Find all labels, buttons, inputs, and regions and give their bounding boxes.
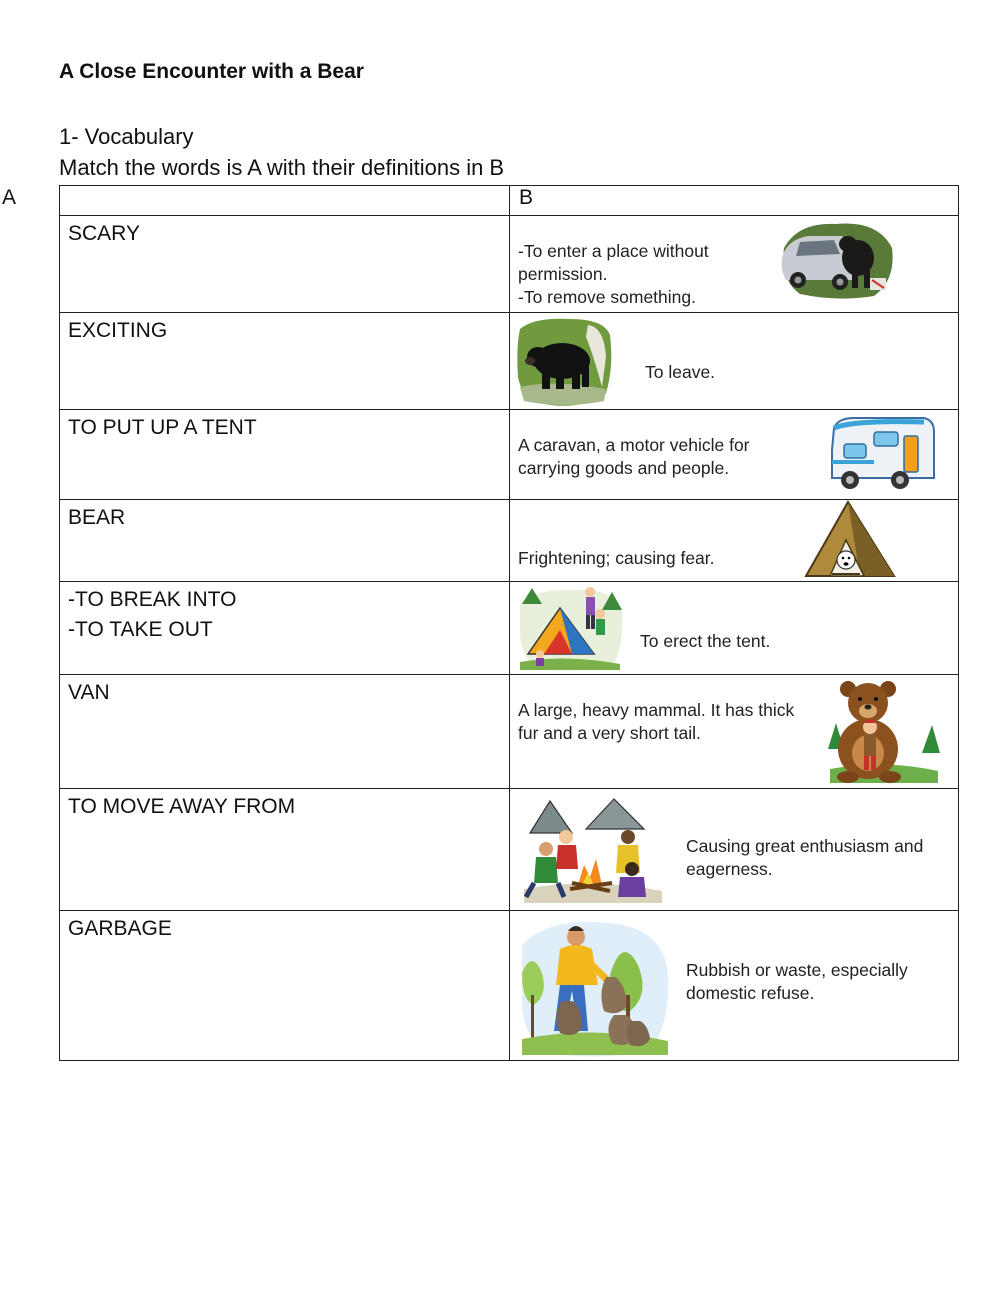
camper-van-picture-icon [824,414,940,494]
word-cell [60,675,510,789]
worksheet-title: A Close Encounter with a Bear [59,60,364,83]
word-garbage: GARBAGE [68,917,172,940]
definition-text: To erect the tent. [640,631,771,651]
tent-pitching-picture-icon [516,584,626,672]
black-bear-picture-icon [514,317,614,407]
word-van: VAN [68,681,110,704]
table-row [60,789,959,911]
definition-text: -To enter a place without permission. -To remove something. [518,241,709,307]
instruction-text: Match the words is A with their definitions in B [59,155,505,180]
word-cell [60,500,510,582]
definition-cell [510,789,959,911]
table-header-row [60,186,959,216]
word-to-move-away-from: TO MOVE AWAY FROM [68,795,296,818]
definition-cell [510,911,959,1061]
word-to-put-up-a-tent: TO PUT UP A TENT [68,416,257,439]
definition-text: Causing great enthusiasm and eagerness. [686,836,924,879]
definition-text: A caravan, a motor vehicle for carrying goods and people. [518,435,750,478]
word-cell [60,789,510,911]
word-cell [60,410,510,500]
word-exciting: EXCITING [68,319,168,342]
section-heading: 1- Vocabulary [59,124,194,149]
definition-text: Frightening; causing fear. [518,548,715,568]
word-scary: SCARY [68,222,140,245]
table-row [60,911,959,1061]
word-cell [60,911,510,1061]
word-cell [60,216,510,313]
matching-table [2,185,959,1061]
word-break-into-take-out: -TO BREAK INTO -TO TAKE OUT [68,588,237,641]
definition-text: Rubbish or waste, especially domestic refuse. [686,960,908,1003]
word-cell [60,313,510,410]
column-a-header: A [60,186,510,216]
table-row [60,410,959,500]
bear-car-picture-icon [778,218,896,300]
table-row [60,675,959,789]
definition-cell [510,675,959,789]
definition-cell [510,582,959,675]
table-row [60,313,959,410]
brown-bear-picture-icon [826,679,942,785]
definition-cell [510,500,959,582]
definition-cell [510,410,959,500]
definition-cell [510,216,959,313]
definition-cell [510,313,959,410]
table-row [60,216,959,313]
tent-child-picture-icon [802,500,898,580]
column-b-header: B [510,186,959,216]
word-cell [60,582,510,675]
table-row [60,582,959,675]
definition-text: A large, heavy mammal. It has thick fur and a very short tail. [518,700,795,743]
garbage-collector-picture-icon [518,915,670,1057]
definition-text: To leave. [645,362,716,382]
campfire-picture-icon [520,793,666,905]
word-bear: BEAR [68,506,126,529]
table-row [60,500,959,582]
